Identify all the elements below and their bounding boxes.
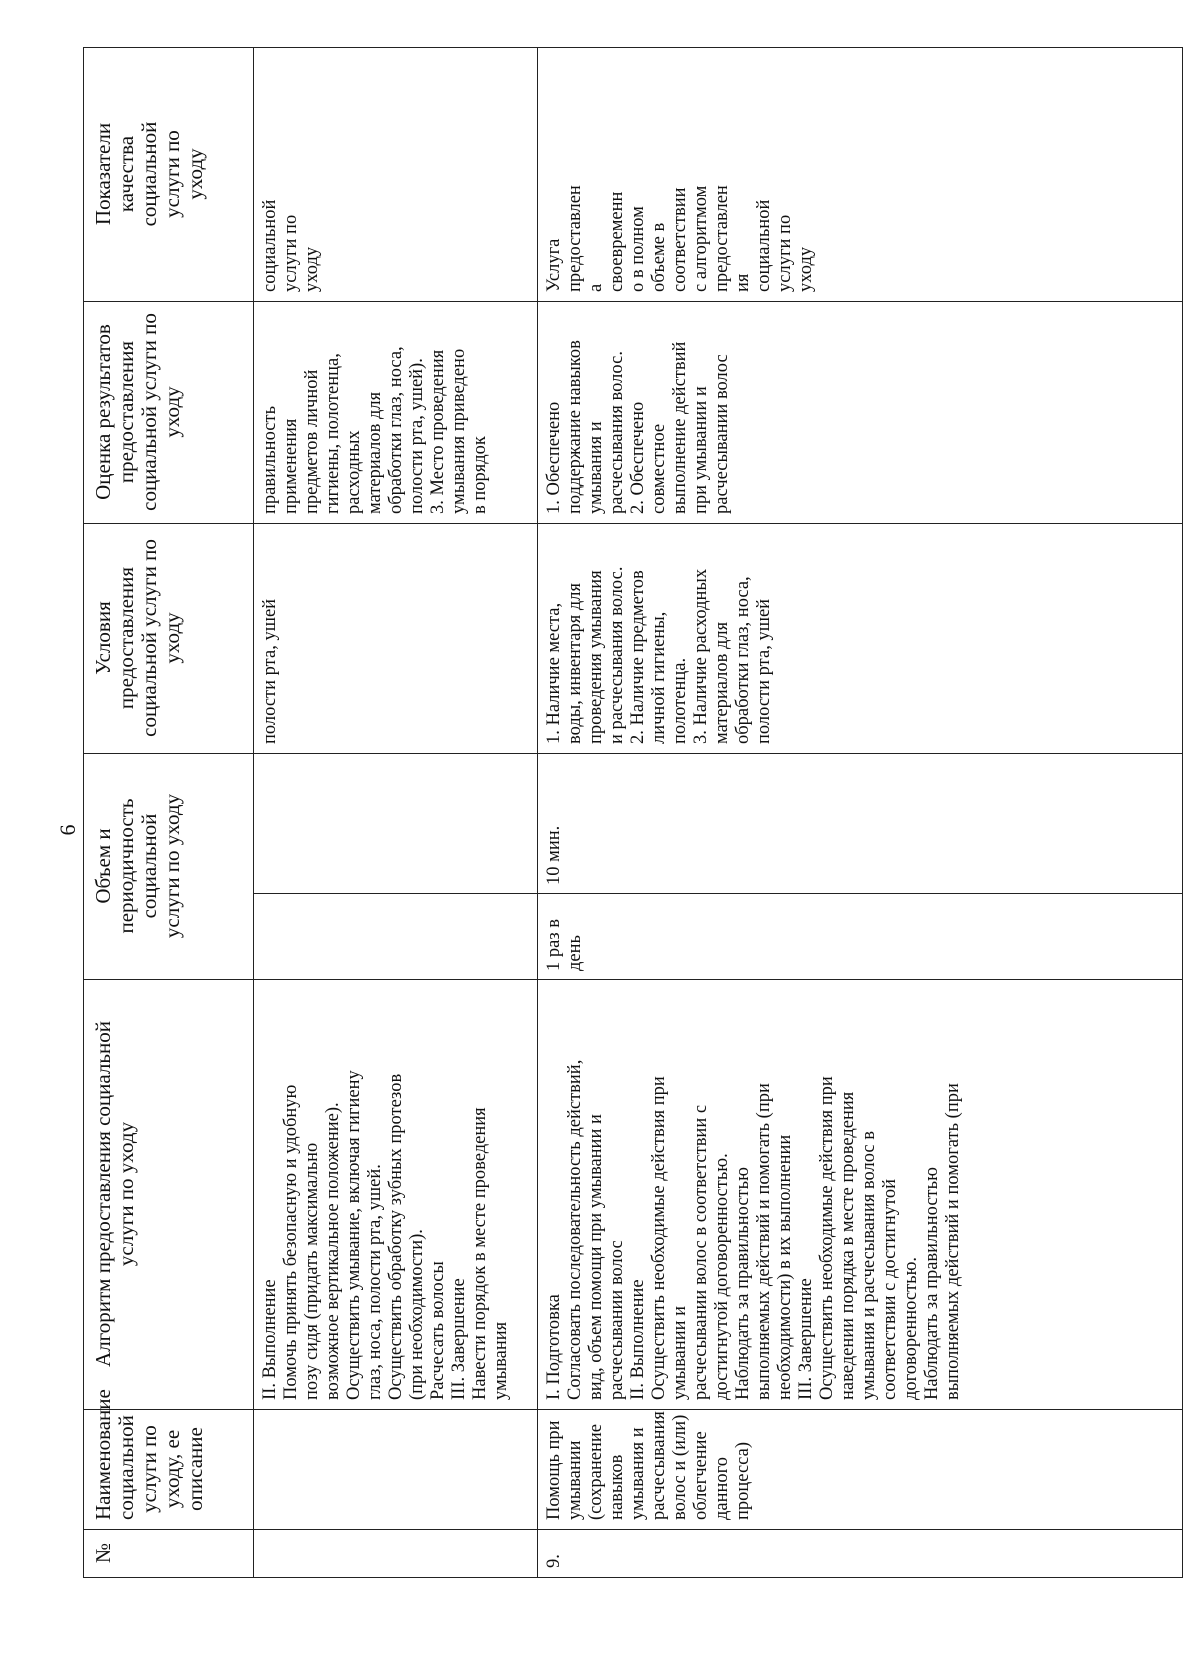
text-line: наведении порядка в месте проведения [838, 1091, 858, 1400]
cell-evaluation [254, 302, 538, 524]
text-line: выполняемых действий и помогать (при [943, 1083, 963, 1400]
text-line: Помощь при [544, 1420, 564, 1520]
text-line: качества [114, 135, 138, 213]
text-line: предоставления [114, 340, 138, 484]
header-num: № [84, 1530, 254, 1578]
text-line: Осуществить необходимые действия при [817, 1076, 837, 1400]
text-line: I. Подготовка [544, 1294, 564, 1400]
text-line: совместное [649, 423, 669, 514]
text-line: обработки глаз, носа, [386, 346, 406, 514]
text-line: расчесывания [649, 1411, 669, 1520]
text-line: и расчесывания волос. [607, 566, 627, 744]
text-line: в порядок [470, 436, 490, 514]
text-line: услуги по [137, 1425, 161, 1513]
text-line: Осуществить умывание, включая гигиену [344, 1070, 364, 1400]
text-line: социальной услуги по [137, 313, 161, 511]
header-row [84, 48, 254, 1578]
text-line: возможное вертикальное положение). [323, 1102, 343, 1400]
text-line: процесса) [733, 1442, 753, 1520]
text-line: навыков [607, 1454, 627, 1520]
text-line: объеме в [649, 222, 669, 292]
text-line: Наименование [91, 1389, 115, 1520]
text-line: социальной [114, 1415, 138, 1520]
header-conditions [84, 524, 254, 754]
text-line: Помочь принять безопасную и удобную [281, 1084, 301, 1400]
text-line: расчесывании волос [712, 354, 732, 514]
text-line: умывания и [586, 421, 606, 514]
text-line: умывания и расчесывания волос в [859, 1131, 879, 1400]
cell-num: 9. [538, 1530, 1183, 1578]
text-line: услуги по [281, 214, 301, 292]
text-line: поддержание навыков [565, 340, 585, 514]
cell-frequency [254, 893, 537, 979]
text-line: вид, объем помощи при умывании и [586, 1114, 606, 1400]
text-line: (сохранение [586, 1424, 606, 1520]
text-line: 2. Наличие предметов [628, 570, 648, 744]
text-line: Оценка результатов [91, 324, 115, 500]
text-line: полости рта, ушей [260, 598, 280, 744]
text-line: Алгоритм предоставления социальной [91, 1021, 115, 1367]
text-line: 3. Наличие расходных [691, 568, 711, 744]
text-line: проведения умывания [586, 570, 606, 744]
text-line: данного [712, 1456, 732, 1520]
cell-name [538, 1410, 1183, 1530]
cell-algorithm [254, 980, 538, 1410]
text-line: Наблюдать за правильностью [922, 1167, 942, 1400]
text-line: социальной услуги по [137, 539, 161, 737]
text-line: расчесывании волос [607, 1240, 627, 1400]
text-line: расходных [344, 430, 364, 514]
text-line: своевременн [607, 191, 627, 292]
text-line: социальной [137, 813, 161, 919]
text-line: уходу, ее [160, 1429, 184, 1509]
text-line: расчесывания волос. [607, 351, 627, 514]
cell-num [254, 1530, 538, 1578]
text-line: расчесывании волос в соответствии с [691, 1104, 711, 1400]
text-line: 1. Обеспечено [544, 401, 564, 514]
text-line: услуги по уходу [160, 793, 184, 939]
cell-volume [538, 754, 1183, 980]
text-line: социальной [754, 199, 774, 292]
text-line: уходу [796, 246, 816, 292]
text-line: услуги по [160, 130, 184, 218]
text-line: предоставления [114, 566, 138, 710]
text-line: уходу [302, 246, 322, 292]
text-line: глаз, носа, полости рта, ушей. [365, 1164, 385, 1400]
text-line: 2. Обеспечено [628, 401, 648, 514]
header-algorithm [84, 980, 254, 1410]
text-line: уходу [160, 386, 184, 438]
text-line: умывания приведено [449, 348, 469, 514]
text-line: умывания и [628, 1427, 648, 1520]
text-line: выполнение действий [670, 341, 690, 514]
text-line: услуги по [775, 214, 795, 292]
text-line: предметов личной [302, 369, 322, 514]
text-line: соответствии [670, 187, 690, 292]
text-line: воды, инвентаря для [565, 582, 585, 744]
text-line: умывании и [670, 1305, 690, 1400]
text-line: социальной [137, 121, 161, 227]
text-line: II. Выполнение [260, 1279, 280, 1400]
text-line: с алгоритмом [691, 185, 711, 292]
cell-algorithm [538, 980, 1183, 1410]
text-line: уходу [183, 148, 207, 200]
text-line: правильность [260, 405, 280, 514]
cell-name [254, 1410, 538, 1530]
text-line: обработки глаз, носа, [733, 576, 753, 744]
text-line: Наблюдать за правильностью [733, 1167, 753, 1400]
text-line: III. Завершение [449, 1278, 469, 1400]
text-line: ия [733, 273, 753, 292]
text-line: Осуществить необходимые действия при [649, 1076, 669, 1400]
header-volume [84, 754, 254, 980]
text-line: день [565, 935, 585, 971]
text-line: периодичность [114, 798, 138, 934]
text-line: уходу [160, 612, 184, 664]
text-line: 1. Наличие места, [544, 602, 564, 744]
page-number: 6 [55, 824, 80, 836]
text-line: личной гигиены, [649, 611, 669, 744]
cell-evaluation [538, 302, 1183, 524]
text-line: описание [183, 1427, 207, 1511]
text-line: выполняемых действий и помогать (при [754, 1083, 774, 1400]
text-line: социальной [260, 199, 280, 292]
header-indicators [84, 48, 254, 302]
text-line: гигиены, полотенца, [323, 353, 343, 514]
text-line: позу сидя (придать максимально [302, 1142, 322, 1400]
table-row-9 [538, 48, 1183, 1578]
text-line: Услуга [544, 238, 564, 292]
cell-frequency [538, 893, 1182, 979]
text-line: полости рта, ушей [754, 598, 774, 744]
text-line: II. Выполнение [628, 1279, 648, 1400]
text-line: умывании [565, 1440, 585, 1520]
text-line: Условия [91, 601, 115, 675]
text-line: применения [281, 418, 301, 514]
cell-volume [254, 754, 538, 980]
cell-conditions [254, 524, 538, 754]
text-line: предоставлен [565, 185, 585, 292]
text-line: (при необходимости). [407, 1229, 427, 1400]
text-line: облегчение [691, 1431, 711, 1520]
cell-duration: 10 мин. [544, 825, 564, 885]
text-line: Объем и [91, 828, 115, 904]
text-line: Навести порядок в месте проведения [470, 1107, 490, 1400]
text-line: умывания [491, 1321, 511, 1400]
text-line: услуги по уходу [114, 1121, 138, 1267]
header-name [84, 1389, 254, 1530]
cell-indicators [254, 48, 538, 302]
table-row-continued [254, 48, 538, 1578]
cell-conditions [538, 524, 1183, 754]
text-line: полотенца. [670, 657, 690, 744]
text-line: необходимости) в их выполнении [775, 1134, 795, 1400]
text-line: Показатели [91, 122, 115, 226]
rotated-table-container [83, 48, 1183, 1578]
text-line: достигнутой договоренностью. [712, 1153, 732, 1400]
text-line: материалов для [712, 621, 732, 744]
cell-indicators [538, 48, 1183, 302]
header-evaluation [84, 302, 254, 524]
text-line: а [586, 283, 606, 292]
text-line: предоставлен [712, 185, 732, 292]
text-line: соответствии с достигнутой [880, 1178, 900, 1400]
text-line: договоренностью. [901, 1256, 921, 1400]
services-table [83, 47, 1183, 1578]
text-line: 1 раз в [544, 918, 564, 971]
text-line: Расчесать волосы [428, 1261, 448, 1400]
text-line: материалов для [365, 391, 385, 514]
text-line: Согласовать последовательность действий, [565, 1059, 585, 1400]
text-line: полости рта, ушей). [407, 358, 427, 514]
text-line: 3. Место проведения [428, 349, 448, 514]
text-line: III. Завершение [796, 1278, 816, 1400]
cell-duration [254, 754, 537, 893]
text-line: волос и (или) [670, 1414, 690, 1520]
text-line: о в полном [628, 206, 648, 292]
text-line: Осуществить обработку зубных протезов [386, 1073, 406, 1400]
text-line: при умывании и [691, 386, 711, 514]
